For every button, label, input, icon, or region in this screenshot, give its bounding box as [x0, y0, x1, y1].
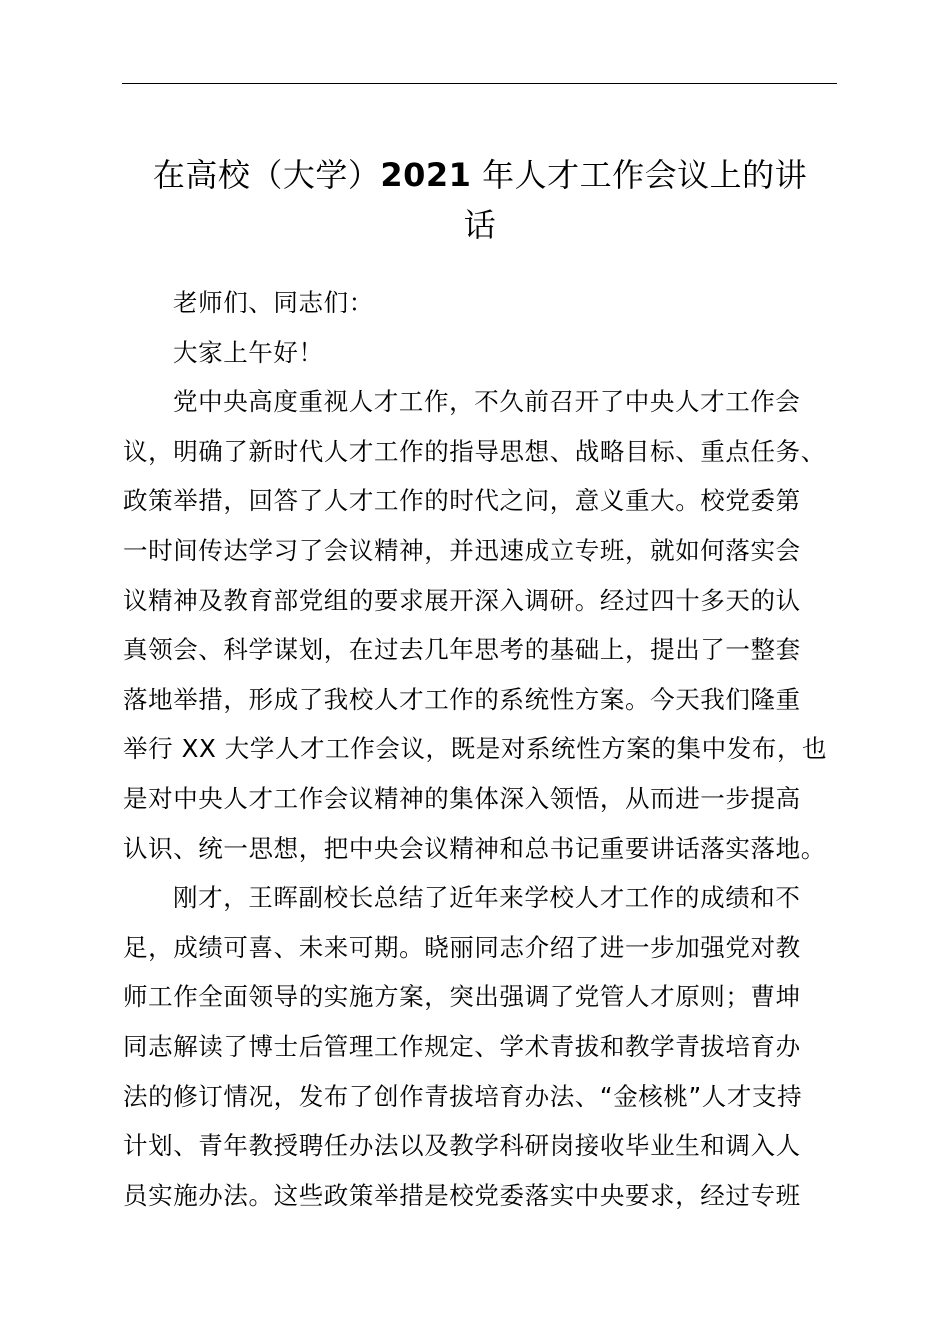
title-suffix: 年人才工作会议上的讲: [471, 156, 808, 194]
body-text: [123, 278, 848, 1220]
text-line: 师工作全面领导的实施方案，突出强调了党管人才原则；曹坤: [123, 982, 801, 1012]
text-line: 政策举措，回答了人才工作的时代之问，意义重大。校党委第: [123, 486, 801, 516]
text-line: 同志解读了博士后管理工作规定、学术青拔和教学青拔培育办: [123, 1031, 801, 1061]
text-line: 刚才，王晖副校长总结了近年来学校人才工作的成绩和不: [173, 883, 801, 913]
text-line: 员实施办法。这些政策举措是校党委落实中央要求，经过专班: [123, 1180, 801, 1210]
text-line: 一时间传达学习了会议精神，并迅速成立专班，就如何落实会: [123, 535, 801, 565]
header-rule: [122, 83, 837, 84]
text-line: 认识、统一思想，把中央会议精神和总书记重要讲话落实落地。: [123, 833, 826, 863]
text-line: 议，明确了新时代人才工作的指导思想、战略目标、重点任务、: [123, 436, 826, 466]
text-line: 大家上午好！: [173, 337, 324, 367]
title-prefix: 在高校（大学）: [152, 156, 381, 194]
text-line: 计划、青年教授聘任办法以及教学科研岗接收毕业生和调入人: [123, 1131, 801, 1161]
document-title: [120, 150, 840, 250]
text-line: 足，成绩可喜、未来可期。晓丽同志介绍了进一步加强党对教: [123, 932, 801, 962]
title-line-2: 话: [463, 206, 497, 244]
text-line: 举行 XX 大学人才工作会议，既是对系统性方案的集中发布，也: [123, 734, 828, 764]
text-line: 真领会、科学谋划，在过去几年思考的基础上，提出了一整套: [123, 635, 801, 665]
text-line: 老师们、同志们：: [173, 288, 374, 317]
text-line: 党中央高度重视人才工作，不久前召开了中央人才工作会: [173, 387, 801, 417]
title-year: 2021: [380, 156, 472, 194]
text-line: 是对中央人才工作会议精神的集体深入领悟，从而进一步提高: [123, 783, 801, 813]
title-line-1: [120, 150, 840, 200]
text-line: 法的修订情况，发布了创作青拔培育办法、“金核桃”人才支持: [123, 1081, 803, 1111]
text-line: 议精神及教育部党组的要求展开深入调研。经过四十多天的认: [123, 585, 801, 615]
text-line: 落地举措，形成了我校人才工作的系统性方案。今天我们隆重: [123, 684, 801, 714]
